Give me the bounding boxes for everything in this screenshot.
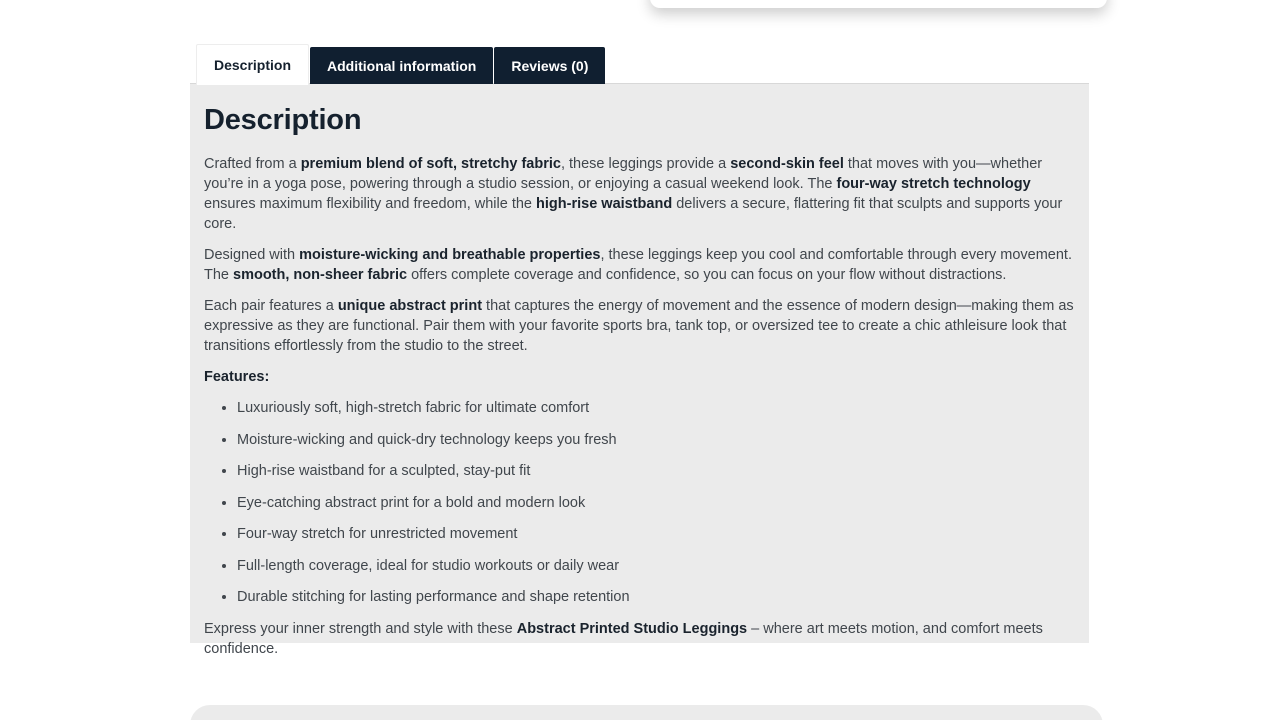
feature-item: • Four-way stretch for unrestricted movement [237,524,1075,544]
features-list [204,398,1075,607]
description-panel [190,83,1089,657]
description-heading: Description [204,104,362,136]
feature-item: • High-rise waistband for a sculpted, stay-put fit [237,461,1075,481]
features-label-text: Features: [204,369,270,385]
next-section-edge [190,705,1103,720]
feature-item: • Eye-catching abstract print for a bold and modern look [237,493,1075,513]
tab-description[interactable]: Description [196,44,309,85]
description-paragraph-1: Crafted from a premium blend of soft, stretchy fabric, these leggings provide a second-skin feel that moves with you—whether you’re in a yoga pose, powering through a studio session, or enjoying a casual weekend look. The four-way stretch technology ensures maximum flexibility and freedom, while the high-rise waistband delivers a secure, flattering fit that sculpts and supports your core. [204,156,1063,232]
tab-additional-information[interactable]: Additional information [310,47,493,84]
features-label [204,367,1075,387]
feature-item: • Moisture-wicking and quick-dry technology keeps you fresh [237,430,1075,450]
feature-item: • Luxuriously soft, high-stretch fabric for ultimate comfort [237,398,1075,418]
closing-paragraph: Express your inner strength and style with these Abstract Printed Studio Leggings – where art meets motion, and comfort meets confidence. [204,620,1043,657]
feature-item: • Full-length coverage, ideal for studio workouts or daily wear [237,556,1075,576]
product-tabs [196,44,605,84]
tab-reviews[interactable]: Reviews (0) [494,47,605,84]
feature-item: • Durable stitching for lasting performance and shape retention [237,587,1075,607]
description-paragraph-3: Each pair features a unique abstract print that captures the energy of movement and the essence of modern design—making them as expressive as they are functional. Pair them with your favorite sports bra, tank top, or oversized tee to create a chic athleisure look that transitions effortlessly from the studio to the street. [204,298,1074,354]
description-paragraph-2: Designed with moisture-wicking and breathable properties, these leggings keep you cool and comfortable through every movement. The smooth, non-sheer fabric offers complete coverage and confidence, so you can focus on your flow without distractions. [204,247,1072,283]
product-summary-card-edge [650,0,1107,8]
